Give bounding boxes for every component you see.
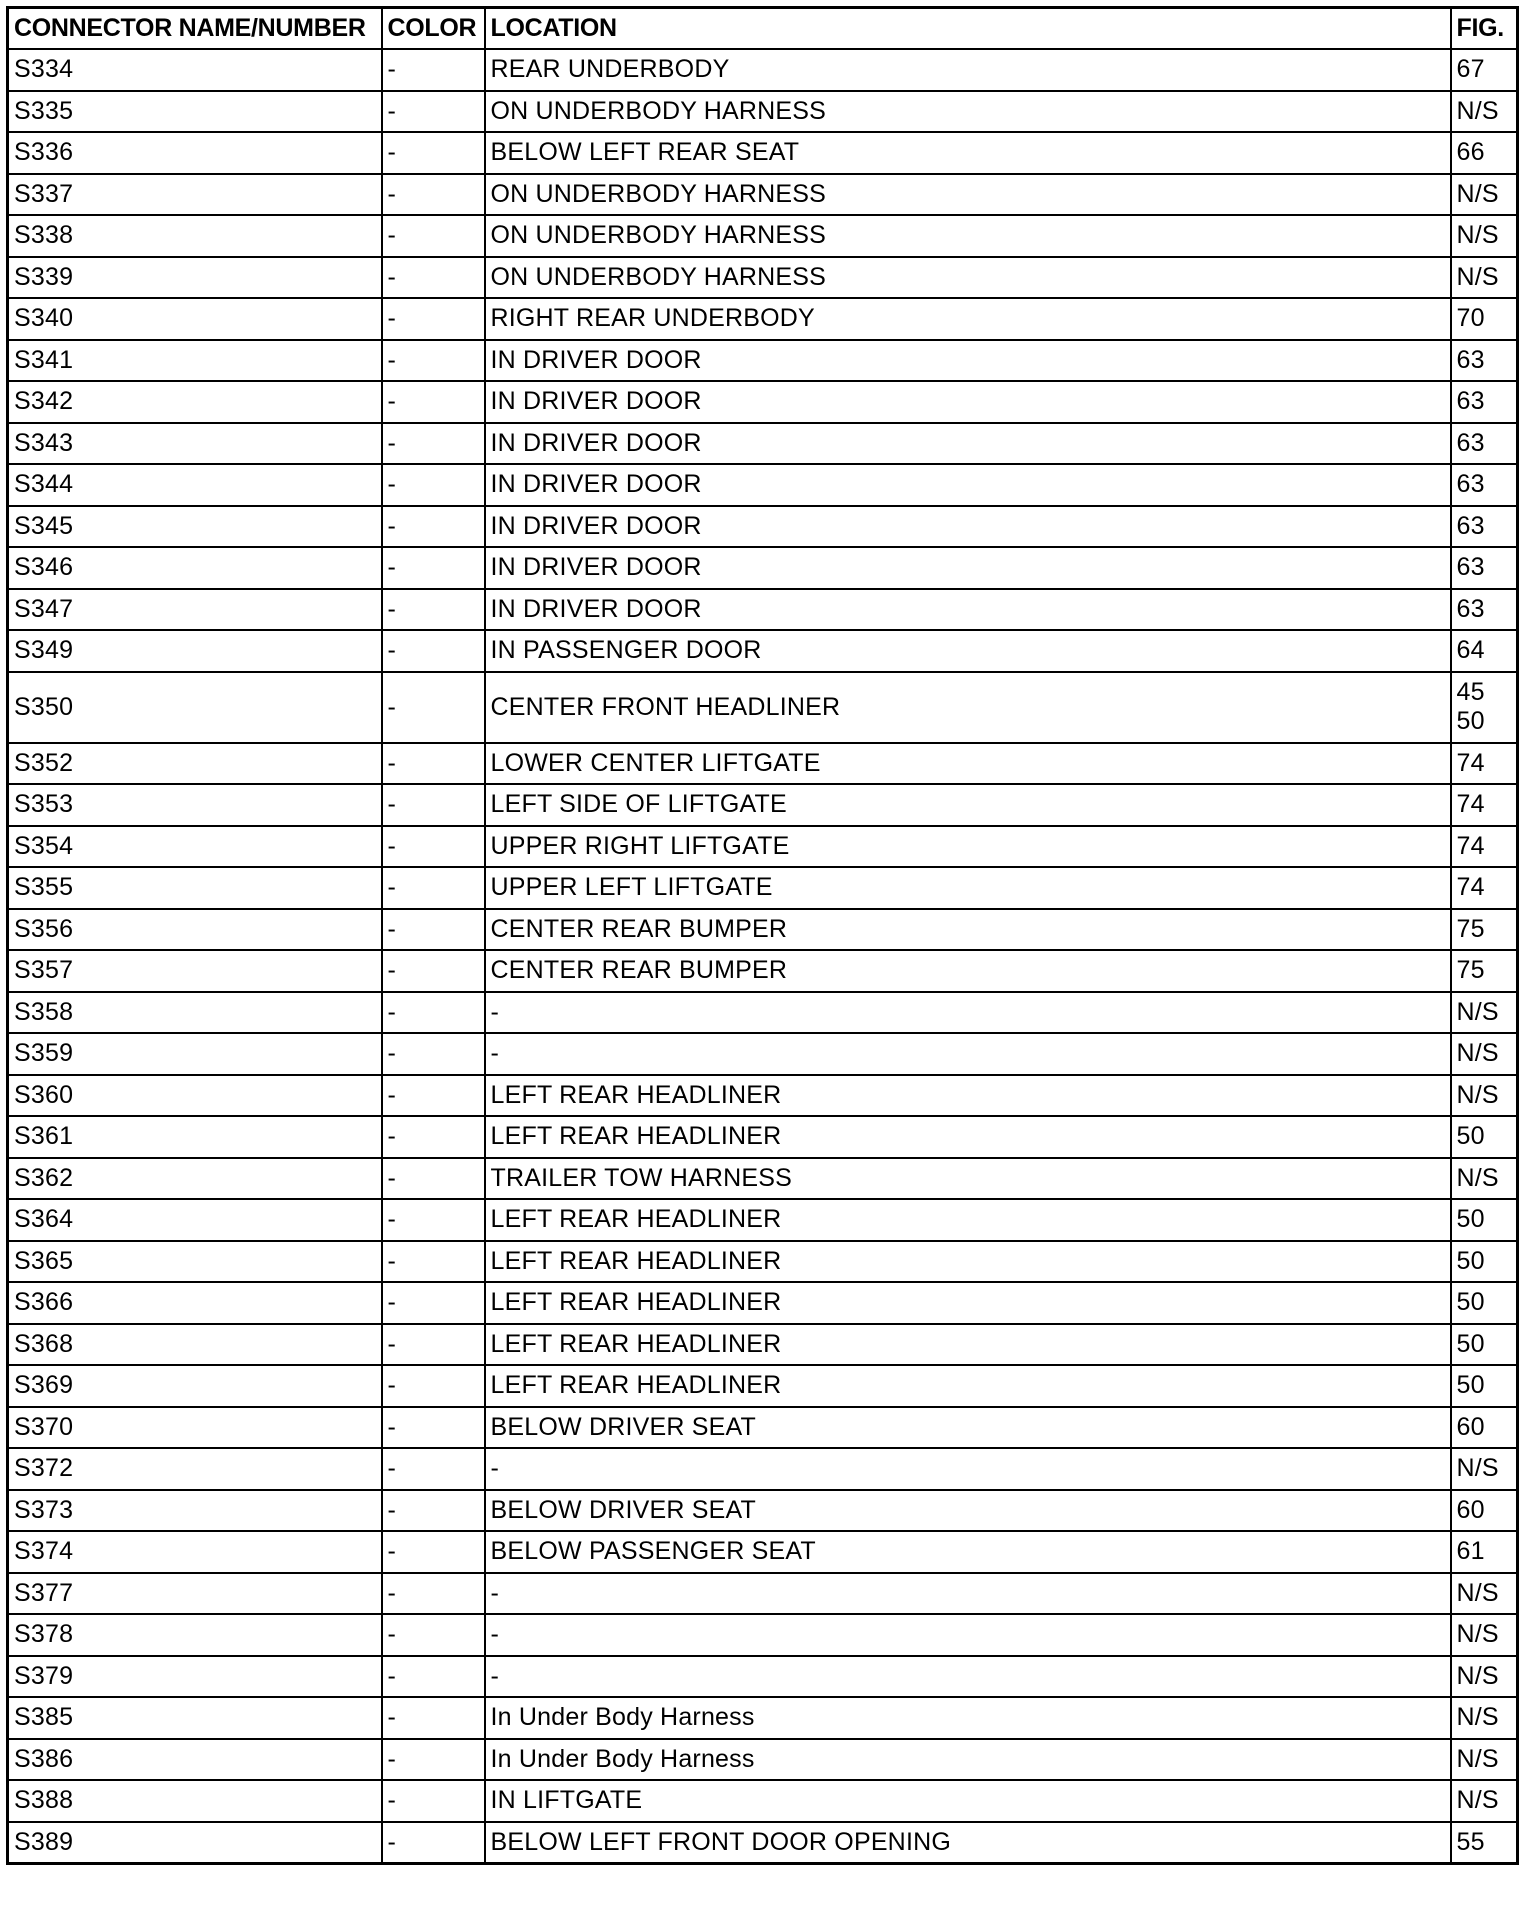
fig-number: 74 bbox=[1456, 873, 1485, 902]
cell-connector-name: S368 bbox=[8, 1324, 382, 1366]
fig-number: N/S bbox=[1456, 96, 1499, 125]
table-row bbox=[8, 547, 1518, 589]
cell-location: - bbox=[485, 1656, 1451, 1698]
cell-location: TRAILER TOW HARNESS bbox=[485, 1158, 1451, 1200]
fig-number: 50 bbox=[1456, 707, 1485, 735]
fig-number: 50 bbox=[1456, 1329, 1485, 1358]
fig-number: 50 bbox=[1456, 1122, 1485, 1151]
table-row bbox=[8, 1697, 1518, 1739]
cell-color: - bbox=[382, 1780, 485, 1822]
fig-number: N/S bbox=[1456, 1703, 1499, 1732]
cell-color: - bbox=[382, 1490, 485, 1532]
fig-number: 50 bbox=[1456, 1371, 1485, 1400]
cell-color: - bbox=[382, 547, 485, 589]
cell-connector-name: S358 bbox=[8, 992, 382, 1034]
connector-location-table bbox=[6, 6, 1519, 1865]
fig-number: 50 bbox=[1456, 1288, 1485, 1317]
cell-location: BELOW DRIVER SEAT bbox=[485, 1407, 1451, 1449]
fig-number: N/S bbox=[1456, 1039, 1499, 1068]
cell-color: - bbox=[382, 1697, 485, 1739]
fig-number: 55 bbox=[1456, 1827, 1485, 1856]
cell-connector-name: S373 bbox=[8, 1490, 382, 1532]
cell-location: In Under Body Harness bbox=[485, 1739, 1451, 1781]
cell-connector-name: S372 bbox=[8, 1448, 382, 1490]
cell-connector-name: S343 bbox=[8, 423, 382, 465]
cell-color: - bbox=[382, 1365, 485, 1407]
cell-connector-name: S345 bbox=[8, 506, 382, 548]
cell-location: In Under Body Harness bbox=[485, 1697, 1451, 1739]
cell-color: - bbox=[382, 132, 485, 174]
cell-location: IN DRIVER DOOR bbox=[485, 589, 1451, 631]
cell-location: IN DRIVER DOOR bbox=[485, 547, 1451, 589]
cell-color: - bbox=[382, 1656, 485, 1698]
cell-connector-name: S340 bbox=[8, 298, 382, 340]
table-row bbox=[8, 506, 1518, 548]
table-row bbox=[8, 1075, 1518, 1117]
cell-location: IN DRIVER DOOR bbox=[485, 423, 1451, 465]
cell-color: - bbox=[382, 1531, 485, 1573]
cell-location: LEFT REAR HEADLINER bbox=[485, 1199, 1451, 1241]
cell-connector-name: S353 bbox=[8, 784, 382, 826]
cell-location: LEFT REAR HEADLINER bbox=[485, 1365, 1451, 1407]
cell-connector-name: S352 bbox=[8, 743, 382, 785]
cell-fig bbox=[1451, 464, 1518, 506]
cell-color: - bbox=[382, 1282, 485, 1324]
table-row bbox=[8, 423, 1518, 465]
table-row bbox=[8, 1199, 1518, 1241]
table-row bbox=[8, 743, 1518, 785]
header-fig: FIG. bbox=[1451, 8, 1518, 50]
cell-location: CENTER REAR BUMPER bbox=[485, 909, 1451, 951]
cell-fig bbox=[1451, 340, 1518, 382]
cell-connector-name: S354 bbox=[8, 826, 382, 868]
cell-fig bbox=[1451, 1697, 1518, 1739]
cell-color: - bbox=[382, 826, 485, 868]
table-row bbox=[8, 1407, 1518, 1449]
fig-number: N/S bbox=[1456, 1661, 1499, 1690]
table-row bbox=[8, 1158, 1518, 1200]
header-location: LOCATION bbox=[485, 8, 1451, 50]
cell-connector-name: S388 bbox=[8, 1780, 382, 1822]
fig-number: N/S bbox=[1456, 1080, 1499, 1109]
cell-location: ON UNDERBODY HARNESS bbox=[485, 91, 1451, 133]
table-row bbox=[8, 1573, 1518, 1615]
fig-number: N/S bbox=[1456, 1744, 1499, 1773]
cell-location: - bbox=[485, 1033, 1451, 1075]
fig-number: N/S bbox=[1456, 1620, 1499, 1649]
cell-fig bbox=[1451, 1324, 1518, 1366]
table-body bbox=[8, 49, 1518, 1864]
cell-connector-name: S365 bbox=[8, 1241, 382, 1283]
table-row bbox=[8, 1324, 1518, 1366]
cell-connector-name: S389 bbox=[8, 1822, 382, 1864]
cell-fig bbox=[1451, 992, 1518, 1034]
cell-location: UPPER RIGHT LIFTGATE bbox=[485, 826, 1451, 868]
cell-fig bbox=[1451, 826, 1518, 868]
table-row bbox=[8, 91, 1518, 133]
cell-fig bbox=[1451, 1531, 1518, 1573]
cell-color: - bbox=[382, 1324, 485, 1366]
fig-number: 74 bbox=[1456, 790, 1485, 819]
cell-fig bbox=[1451, 1282, 1518, 1324]
cell-fig bbox=[1451, 215, 1518, 257]
cell-connector-name: S377 bbox=[8, 1573, 382, 1615]
cell-location: LEFT REAR HEADLINER bbox=[485, 1075, 1451, 1117]
cell-connector-name: S378 bbox=[8, 1614, 382, 1656]
cell-color: - bbox=[382, 867, 485, 909]
table-row bbox=[8, 464, 1518, 506]
fig-number: 45 bbox=[1456, 678, 1485, 706]
cell-fig bbox=[1451, 1033, 1518, 1075]
fig-number: 60 bbox=[1456, 1495, 1485, 1524]
fig-number: 63 bbox=[1456, 428, 1485, 457]
cell-location: LEFT REAR HEADLINER bbox=[485, 1241, 1451, 1283]
fig-number: 50 bbox=[1456, 1246, 1485, 1275]
cell-color: - bbox=[382, 381, 485, 423]
fig-number: 63 bbox=[1456, 470, 1485, 499]
cell-fig bbox=[1451, 91, 1518, 133]
cell-color: - bbox=[382, 506, 485, 548]
cell-fig bbox=[1451, 257, 1518, 299]
cell-fig bbox=[1451, 1199, 1518, 1241]
cell-fig bbox=[1451, 672, 1518, 743]
cell-connector-name: S369 bbox=[8, 1365, 382, 1407]
cell-connector-name: S338 bbox=[8, 215, 382, 257]
cell-location: UPPER LEFT LIFTGATE bbox=[485, 867, 1451, 909]
cell-location: CENTER REAR BUMPER bbox=[485, 950, 1451, 992]
cell-location: IN DRIVER DOOR bbox=[485, 381, 1451, 423]
fig-number: 63 bbox=[1456, 594, 1485, 623]
fig-number: 75 bbox=[1456, 956, 1485, 985]
table-row bbox=[8, 340, 1518, 382]
cell-fig bbox=[1451, 381, 1518, 423]
cell-location: ON UNDERBODY HARNESS bbox=[485, 215, 1451, 257]
table-row bbox=[8, 1241, 1518, 1283]
cell-color: - bbox=[382, 1199, 485, 1241]
fig-number: 50 bbox=[1456, 1205, 1485, 1234]
table-row bbox=[8, 257, 1518, 299]
cell-location: - bbox=[485, 992, 1451, 1034]
cell-connector-name: S361 bbox=[8, 1116, 382, 1158]
table-row bbox=[8, 174, 1518, 216]
cell-fig bbox=[1451, 132, 1518, 174]
cell-location: BELOW LEFT REAR SEAT bbox=[485, 132, 1451, 174]
fig-number: 60 bbox=[1456, 1412, 1485, 1441]
cell-color: - bbox=[382, 909, 485, 951]
cell-color: - bbox=[382, 464, 485, 506]
fig-number: N/S bbox=[1456, 1163, 1499, 1192]
cell-fig bbox=[1451, 784, 1518, 826]
cell-location: IN DRIVER DOOR bbox=[485, 506, 1451, 548]
cell-location: LEFT REAR HEADLINER bbox=[485, 1282, 1451, 1324]
fig-number: 63 bbox=[1456, 511, 1485, 540]
header-color: COLOR bbox=[382, 8, 485, 50]
cell-fig bbox=[1451, 1241, 1518, 1283]
fig-number: 64 bbox=[1456, 636, 1485, 665]
cell-fig bbox=[1451, 1614, 1518, 1656]
cell-fig bbox=[1451, 1407, 1518, 1449]
cell-connector-name: S339 bbox=[8, 257, 382, 299]
cell-fig bbox=[1451, 950, 1518, 992]
cell-color: - bbox=[382, 1573, 485, 1615]
cell-fig bbox=[1451, 1573, 1518, 1615]
cell-fig bbox=[1451, 743, 1518, 785]
cell-location: BELOW LEFT FRONT DOOR OPENING bbox=[485, 1822, 1451, 1864]
cell-fig bbox=[1451, 174, 1518, 216]
cell-location: - bbox=[485, 1448, 1451, 1490]
cell-color: - bbox=[382, 91, 485, 133]
cell-color: - bbox=[382, 1448, 485, 1490]
cell-color: - bbox=[382, 1075, 485, 1117]
table-row bbox=[8, 1656, 1518, 1698]
cell-fig bbox=[1451, 589, 1518, 631]
fig-number: N/S bbox=[1456, 179, 1499, 208]
table-row bbox=[8, 215, 1518, 257]
cell-color: - bbox=[382, 672, 485, 743]
table-row bbox=[8, 1116, 1518, 1158]
cell-color: - bbox=[382, 950, 485, 992]
cell-color: - bbox=[382, 340, 485, 382]
table-row bbox=[8, 298, 1518, 340]
cell-fig bbox=[1451, 1490, 1518, 1532]
cell-color: - bbox=[382, 1739, 485, 1781]
table-row bbox=[8, 1739, 1518, 1781]
table-row bbox=[8, 1822, 1518, 1864]
cell-color: - bbox=[382, 298, 485, 340]
cell-color: - bbox=[382, 992, 485, 1034]
cell-connector-name: S374 bbox=[8, 1531, 382, 1573]
table-row bbox=[8, 1448, 1518, 1490]
cell-fig bbox=[1451, 506, 1518, 548]
cell-connector-name: S362 bbox=[8, 1158, 382, 1200]
table-row bbox=[8, 992, 1518, 1034]
cell-color: - bbox=[382, 423, 485, 465]
table-row bbox=[8, 589, 1518, 631]
cell-fig bbox=[1451, 1822, 1518, 1864]
table-row bbox=[8, 950, 1518, 992]
cell-location: RIGHT REAR UNDERBODY bbox=[485, 298, 1451, 340]
cell-color: - bbox=[382, 743, 485, 785]
fig-number: 63 bbox=[1456, 345, 1485, 374]
header-connector-name: CONNECTOR NAME/NUMBER bbox=[8, 8, 382, 50]
header-row bbox=[8, 8, 1518, 50]
table-row bbox=[8, 1490, 1518, 1532]
cell-fig bbox=[1451, 1780, 1518, 1822]
cell-color: - bbox=[382, 784, 485, 826]
cell-location: CENTER FRONT HEADLINER bbox=[485, 672, 1451, 743]
cell-color: - bbox=[382, 49, 485, 91]
cell-fig bbox=[1451, 909, 1518, 951]
cell-location: - bbox=[485, 1614, 1451, 1656]
cell-connector-name: S364 bbox=[8, 1199, 382, 1241]
cell-fig bbox=[1451, 1075, 1518, 1117]
cell-location: LOWER CENTER LIFTGATE bbox=[485, 743, 1451, 785]
cell-connector-name: S385 bbox=[8, 1697, 382, 1739]
table-row bbox=[8, 1780, 1518, 1822]
cell-location: ON UNDERBODY HARNESS bbox=[485, 174, 1451, 216]
cell-connector-name: S337 bbox=[8, 174, 382, 216]
cell-connector-name: S370 bbox=[8, 1407, 382, 1449]
fig-number: N/S bbox=[1456, 1786, 1499, 1815]
cell-connector-name: S366 bbox=[8, 1282, 382, 1324]
cell-connector-name: S336 bbox=[8, 132, 382, 174]
table-header bbox=[8, 8, 1518, 50]
cell-color: - bbox=[382, 1822, 485, 1864]
cell-color: - bbox=[382, 1407, 485, 1449]
cell-connector-name: S386 bbox=[8, 1739, 382, 1781]
fig-number: 63 bbox=[1456, 387, 1485, 416]
table-row bbox=[8, 909, 1518, 951]
cell-fig bbox=[1451, 1116, 1518, 1158]
table-row bbox=[8, 784, 1518, 826]
cell-location: LEFT REAR HEADLINER bbox=[485, 1116, 1451, 1158]
table-row bbox=[8, 1282, 1518, 1324]
connector-table-sheet bbox=[6, 6, 1516, 1865]
table-row bbox=[8, 1614, 1518, 1656]
cell-fig bbox=[1451, 547, 1518, 589]
table-row bbox=[8, 630, 1518, 672]
cell-location: IN PASSENGER DOOR bbox=[485, 630, 1451, 672]
fig-number: 66 bbox=[1456, 138, 1485, 167]
cell-location: ON UNDERBODY HARNESS bbox=[485, 257, 1451, 299]
cell-location: LEFT REAR HEADLINER bbox=[485, 1324, 1451, 1366]
cell-location: IN LIFTGATE bbox=[485, 1780, 1451, 1822]
cell-color: - bbox=[382, 215, 485, 257]
cell-fig bbox=[1451, 49, 1518, 91]
cell-color: - bbox=[382, 1241, 485, 1283]
cell-location: IN DRIVER DOOR bbox=[485, 340, 1451, 382]
cell-color: - bbox=[382, 1614, 485, 1656]
fig-number: 75 bbox=[1456, 914, 1485, 943]
cell-location: REAR UNDERBODY bbox=[485, 49, 1451, 91]
cell-location: - bbox=[485, 1573, 1451, 1615]
cell-connector-name: S356 bbox=[8, 909, 382, 951]
cell-fig bbox=[1451, 298, 1518, 340]
table-row bbox=[8, 1033, 1518, 1075]
fig-number: 70 bbox=[1456, 304, 1485, 333]
cell-fig bbox=[1451, 1158, 1518, 1200]
fig-number: N/S bbox=[1456, 221, 1499, 250]
cell-color: - bbox=[382, 1158, 485, 1200]
cell-connector-name: S357 bbox=[8, 950, 382, 992]
fig-number: 67 bbox=[1456, 55, 1485, 84]
cell-color: - bbox=[382, 1033, 485, 1075]
cell-connector-name: S355 bbox=[8, 867, 382, 909]
cell-fig bbox=[1451, 1365, 1518, 1407]
cell-connector-name: S360 bbox=[8, 1075, 382, 1117]
fig-number: 61 bbox=[1456, 1537, 1485, 1566]
fig-number: N/S bbox=[1456, 1578, 1499, 1607]
cell-color: - bbox=[382, 174, 485, 216]
fig-number: N/S bbox=[1456, 262, 1499, 291]
table-row bbox=[8, 672, 1518, 743]
table-row bbox=[8, 826, 1518, 868]
cell-fig bbox=[1451, 867, 1518, 909]
cell-connector-name: S359 bbox=[8, 1033, 382, 1075]
cell-connector-name: S347 bbox=[8, 589, 382, 631]
cell-color: - bbox=[382, 1116, 485, 1158]
cell-connector-name: S346 bbox=[8, 547, 382, 589]
fig-number: 74 bbox=[1456, 831, 1485, 860]
fig-number: 74 bbox=[1456, 748, 1485, 777]
cell-color: - bbox=[382, 630, 485, 672]
cell-location: BELOW PASSENGER SEAT bbox=[485, 1531, 1451, 1573]
cell-connector-name: S344 bbox=[8, 464, 382, 506]
cell-connector-name: S350 bbox=[8, 672, 382, 743]
table-row bbox=[8, 381, 1518, 423]
cell-color: - bbox=[382, 589, 485, 631]
table-row bbox=[8, 1531, 1518, 1573]
cell-location: IN DRIVER DOOR bbox=[485, 464, 1451, 506]
cell-location: LEFT SIDE OF LIFTGATE bbox=[485, 784, 1451, 826]
cell-connector-name: S341 bbox=[8, 340, 382, 382]
cell-connector-name: S342 bbox=[8, 381, 382, 423]
table-row bbox=[8, 132, 1518, 174]
cell-connector-name: S379 bbox=[8, 1656, 382, 1698]
cell-color: - bbox=[382, 257, 485, 299]
cell-location: BELOW DRIVER SEAT bbox=[485, 1490, 1451, 1532]
fig-number: N/S bbox=[1456, 997, 1499, 1026]
cell-fig bbox=[1451, 1656, 1518, 1698]
cell-fig bbox=[1451, 423, 1518, 465]
cell-connector-name: S349 bbox=[8, 630, 382, 672]
table-row bbox=[8, 1365, 1518, 1407]
cell-connector-name: S335 bbox=[8, 91, 382, 133]
table-row bbox=[8, 867, 1518, 909]
cell-fig bbox=[1451, 1448, 1518, 1490]
cell-fig bbox=[1451, 630, 1518, 672]
table-row bbox=[8, 49, 1518, 91]
fig-number: N/S bbox=[1456, 1454, 1499, 1483]
cell-fig bbox=[1451, 1739, 1518, 1781]
cell-connector-name: S334 bbox=[8, 49, 382, 91]
fig-number: 63 bbox=[1456, 553, 1485, 582]
